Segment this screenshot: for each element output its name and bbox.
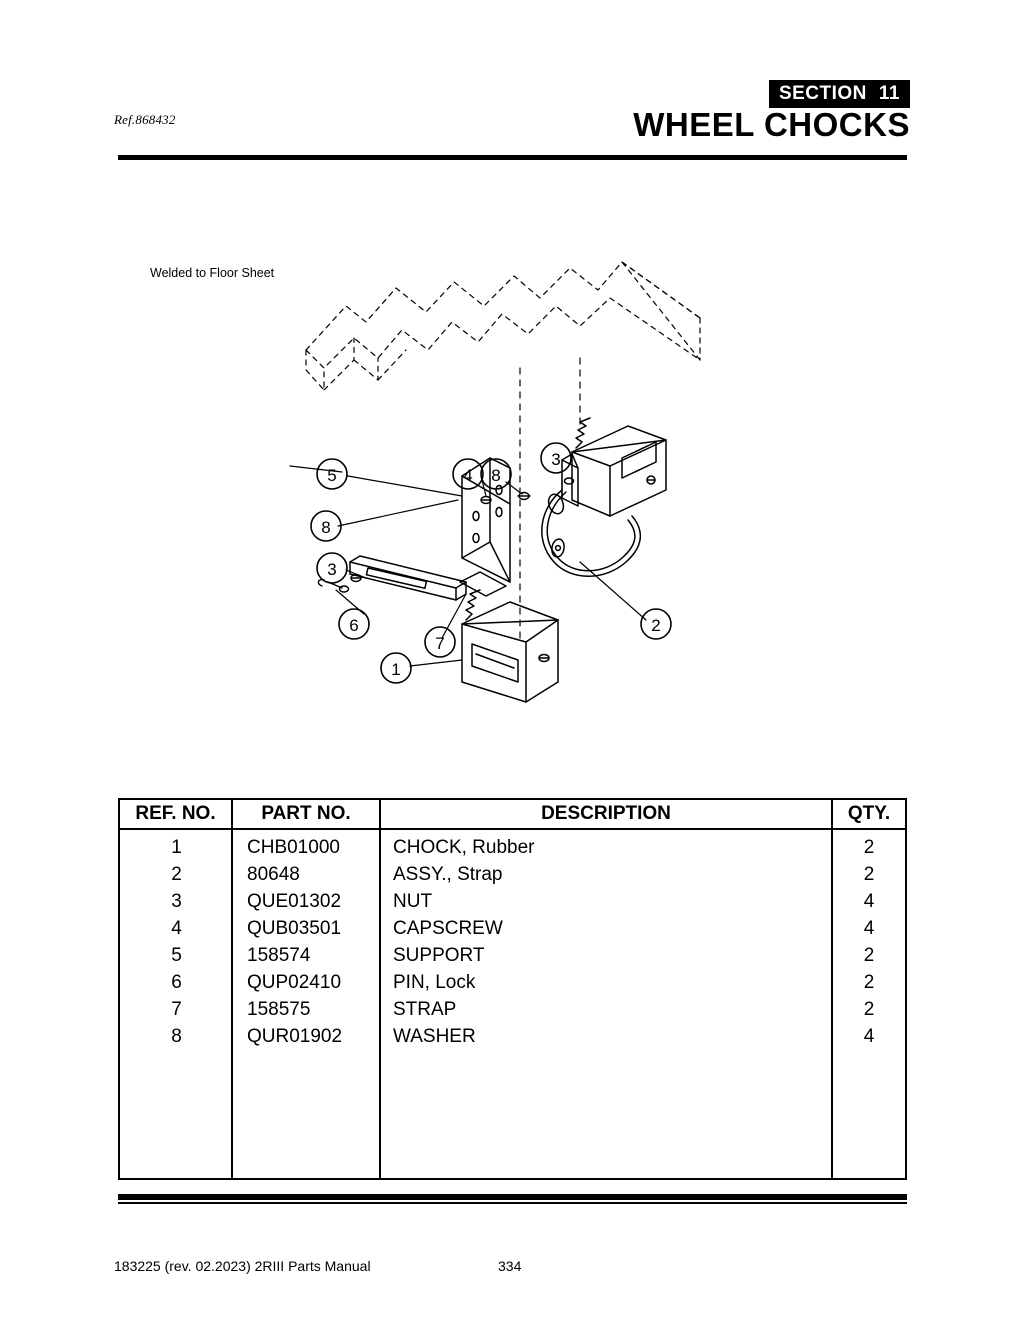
cell-ref: 1 xyxy=(171,837,182,858)
cell-description: ASSY., Strap xyxy=(393,864,503,885)
svg-text:3: 3 xyxy=(551,450,561,469)
table-row xyxy=(120,942,905,969)
cell-ref: 6 xyxy=(171,972,182,993)
cell-description: NUT xyxy=(393,891,433,912)
svg-text:8: 8 xyxy=(491,466,501,485)
cell-ref: 7 xyxy=(171,999,182,1020)
cell-description: CHOCK, Rubber xyxy=(393,837,535,858)
section-label: SECTION xyxy=(778,83,867,104)
table-row xyxy=(120,888,905,915)
column-header-qty: QTY. xyxy=(847,803,891,824)
cell-description: SUPPORT xyxy=(393,945,485,966)
cell-qty: 4 xyxy=(863,918,875,939)
page-title: WHEEL CHOCKS xyxy=(633,106,910,143)
cell-qty: 4 xyxy=(863,1026,875,1047)
cell-qty: 2 xyxy=(863,837,875,858)
parts-table-header xyxy=(120,800,905,830)
table-row xyxy=(120,969,905,996)
cell-part-number: QUB03501 xyxy=(247,918,342,939)
parts-table xyxy=(118,798,907,1180)
cell-ref: 2 xyxy=(171,864,182,885)
cell-ref: 4 xyxy=(171,918,182,939)
cell-part-number: QUP02410 xyxy=(247,972,342,993)
table-row xyxy=(120,834,905,861)
figure-note: Welded to Floor Sheet xyxy=(150,266,275,280)
cell-description: WASHER xyxy=(393,1026,476,1047)
svg-text:2: 2 xyxy=(651,616,661,635)
svg-text:3: 3 xyxy=(327,560,337,579)
cell-description: PIN, Lock xyxy=(393,972,476,993)
cell-qty: 2 xyxy=(863,999,875,1020)
svg-text:7: 7 xyxy=(435,634,445,653)
cell-part-number: CHB01000 xyxy=(247,837,340,858)
column-header-part: PART NO. xyxy=(233,800,381,828)
header-divider xyxy=(118,155,907,160)
cell-qty: 2 xyxy=(863,864,875,885)
cell-qty: 2 xyxy=(863,972,875,993)
cell-description: CAPSCREW xyxy=(393,918,503,939)
table-row xyxy=(120,996,905,1023)
column-header-description: DESCRIPTION xyxy=(381,800,833,828)
cell-part-number: QUR01902 xyxy=(247,1026,343,1047)
svg-text:4: 4 xyxy=(463,466,473,485)
table-row xyxy=(120,915,905,942)
cell-part-number: 158574 xyxy=(247,945,311,966)
section-number: 11 xyxy=(878,83,900,104)
footer-divider-thick xyxy=(118,1194,907,1200)
parts-table-body xyxy=(120,830,905,1178)
svg-text:1: 1 xyxy=(391,660,401,679)
table-row xyxy=(120,1023,905,1050)
section-badge xyxy=(769,80,910,108)
table-row xyxy=(120,861,905,888)
column-header-ref: REF. NO. xyxy=(120,800,233,828)
parts-rows xyxy=(120,830,905,1050)
cell-ref: 3 xyxy=(171,891,182,912)
cell-ref: 8 xyxy=(171,1026,182,1047)
footer-page-number: 334 xyxy=(498,1258,522,1274)
cell-ref: 5 xyxy=(171,945,182,966)
footer-document-id: 183225 (rev. 02.2023) 2RIII Parts Manual xyxy=(114,1258,371,1274)
cell-description: STRAP xyxy=(393,999,457,1020)
cell-part-number: 80648 xyxy=(247,864,300,885)
cell-qty: 2 xyxy=(863,945,875,966)
cell-part-number: 158575 xyxy=(247,999,311,1020)
reference-code: Ref.868432 xyxy=(114,112,176,127)
svg-text:5: 5 xyxy=(327,466,337,485)
svg-text:8: 8 xyxy=(321,518,331,537)
cell-qty: 4 xyxy=(863,891,875,912)
cell-part-number: QUE01302 xyxy=(247,891,342,912)
svg-text:6: 6 xyxy=(349,616,359,635)
footer-divider-thin xyxy=(118,1202,907,1204)
